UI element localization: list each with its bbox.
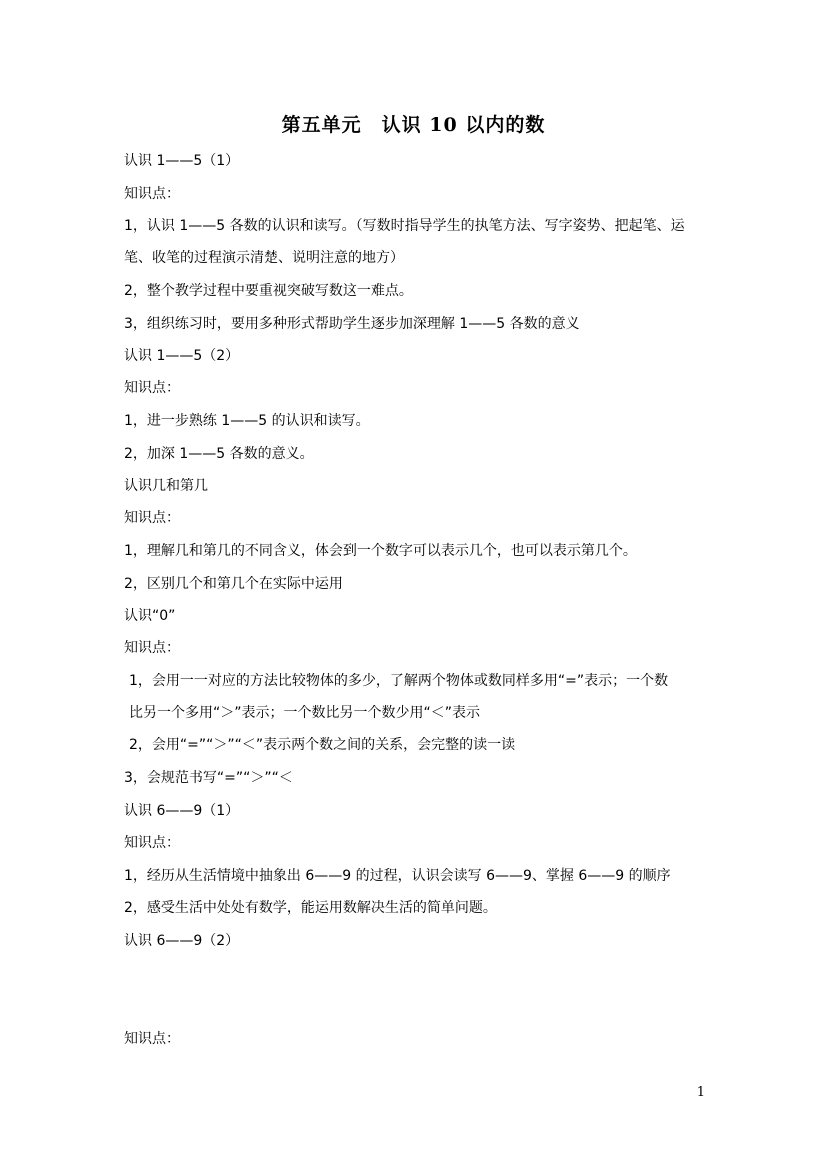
page-number: 1	[696, 1085, 705, 1100]
knowledge-label: 知识点：	[124, 380, 180, 396]
paragraph-line: 2，会用“=”“＞”“＜”表示两个数之间的关系，会完整的读一读	[129, 737, 516, 753]
section-heading: 认识 1——5（1）	[124, 153, 240, 169]
paragraph-line: 3，组织练习时，要用多种形式帮助学生逐步加深理解 1——5 各数的意义	[124, 316, 580, 332]
paragraph-line: 2，区别几个和第几个在实际中运用	[124, 576, 343, 592]
paragraph-line: 1，进一步熟练 1——5 的认识和读写。	[124, 413, 370, 429]
section-heading: 认识几和第几	[124, 478, 208, 494]
paragraph-line: 1，经历从生活情境中抽象出 6——9 的过程，认识会读写 6——9、掌握 6——9 的顺序	[124, 868, 671, 884]
paragraph-line: 1，认识 1——5 各数的认识和读写。（写数时指导学生的执笔方法、写字姿势、把起笔、运	[124, 218, 685, 234]
knowledge-label: 知识点：	[124, 640, 180, 656]
paragraph-line: 比另一个多用“＞”表示；一个数比另一个数少用“＜”表示	[129, 705, 481, 721]
paragraph-line: 笔、收笔的过程演示清楚、说明注意的地方）	[124, 250, 404, 266]
paragraph-line: 2，感受生活中处处有数学，能运用数解决生活的简单问题。	[124, 900, 497, 916]
section-heading: 认识 6——9（2）	[124, 933, 240, 949]
paragraph-line: 2，整个教学过程中要重视突破写数这一难点。	[124, 283, 413, 299]
paragraph-line: 2，加深 1——5 各数的意义。	[124, 446, 314, 462]
knowledge-label: 知识点：	[124, 186, 180, 202]
knowledge-label: 知识点：	[124, 835, 180, 851]
knowledge-label: 知识点：	[124, 1031, 180, 1047]
paragraph-line: 1，理解几和第几的不同含义，体会到一个数字可以表示几个，也可以表示第几个。	[124, 543, 637, 559]
document-title: 第五单元 认识 10 以内的数	[281, 114, 546, 136]
section-heading: 认识 1——5（2）	[124, 348, 240, 364]
section-heading: 认识“0”	[124, 608, 176, 624]
paragraph-line: 3，会规范书写“=”“＞”“＜	[124, 770, 293, 786]
section-heading: 认识 6——9（1）	[124, 803, 240, 819]
knowledge-label: 知识点：	[124, 510, 180, 526]
paragraph-line: 1，会用一一对应的方法比较物体的多少，了解两个物体或数同样多用“=”表示；一个数	[129, 673, 669, 689]
